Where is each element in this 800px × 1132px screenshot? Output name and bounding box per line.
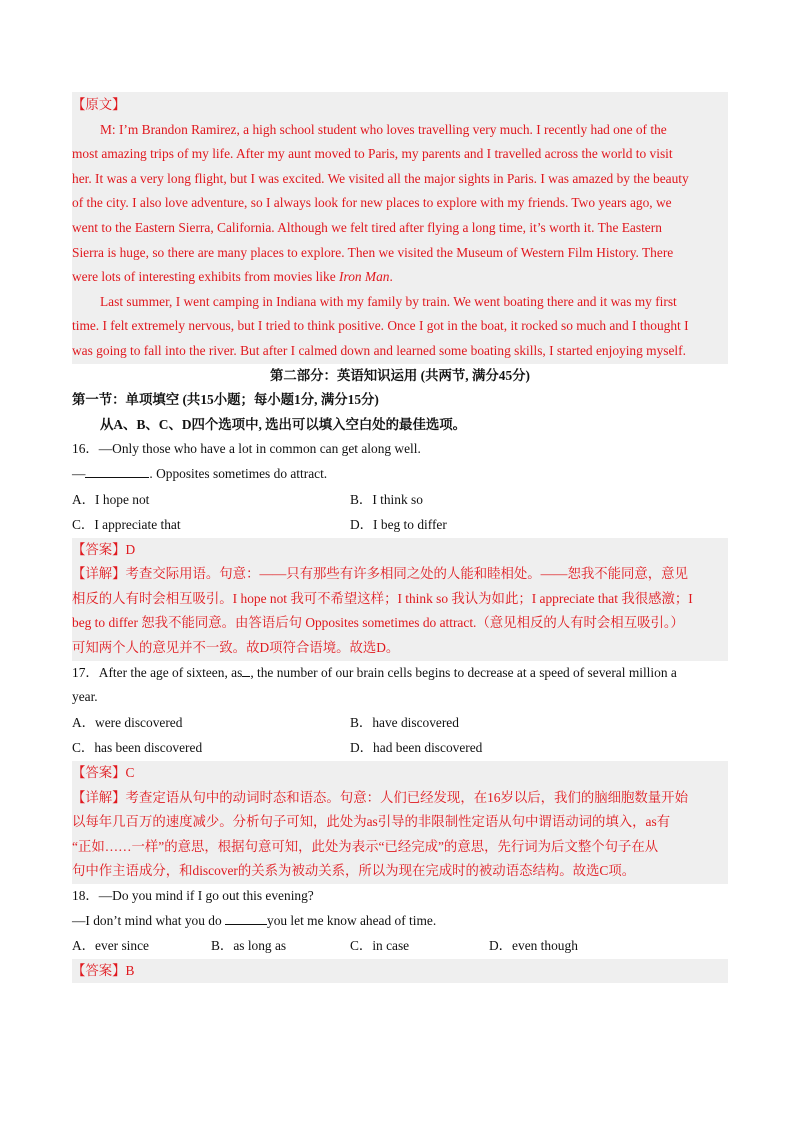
- q18-option-c: C．in case: [350, 938, 410, 954]
- q16-explain-line: 【详解】考查交际用语。句意：——只有那些有许多相同之处的人能和睦相处。——恕我不能同意，意见: [72, 566, 688, 582]
- q16-option-b: B．I think so: [350, 491, 423, 507]
- q18-answer-block: [72, 959, 728, 984]
- q17-options-row: [72, 710, 728, 736]
- passage-block: [72, 92, 728, 364]
- passage-line: most amazing trips of my life. After my aunt moved to Paris, my parents and I travelled across the world to visit: [72, 146, 673, 162]
- q17-explain-line: “正如……一样”的意思，根据句意可知，此处为表示“已经完成”的意思，先行词为后文整个句子在从: [72, 838, 659, 854]
- passage-line: Last summer, I went camping in Indiana with my family by train. We went boating there and it was my first: [100, 293, 677, 309]
- q17-option-a: A．were discovered: [72, 714, 183, 730]
- instruction-text: 从A、B、C、D四个选项中, 选出可以填入空白处的最佳选项。: [100, 416, 467, 432]
- q16-explain-line: beg to differ 恕我不能同意。由答语后句 Opposites sometimes do attract.（意见相反的人有时会相互吸引。）: [72, 615, 684, 631]
- passage-line: [72, 265, 728, 290]
- q17-stem-2: year.: [72, 689, 98, 705]
- q17-explain-line: 句中作主语成分，和discover的关系为被动关系，所以为现在完成时的被动语态结构。故选C项。: [72, 863, 636, 879]
- q17-option-b: B．have discovered: [350, 714, 459, 730]
- passage-line: of the city. I also love adventure, so I always look for new places to explore with my friends. Two years ago, we: [72, 195, 672, 211]
- q17-options-row: [72, 735, 728, 761]
- q18-answer: 【答案】B: [72, 962, 135, 978]
- passage-line: Sierra is huge, so there are many places to explore. Then we visited the Museum of Western Film History. There: [72, 244, 674, 260]
- q18-option-a: A．ever since: [72, 938, 149, 954]
- passage-text: were lots of interesting exhibits from movies like: [72, 269, 340, 285]
- document-page: [72, 92, 728, 983]
- q17-answer-block: [72, 761, 728, 884]
- q16-stem: 16．—Only those who have a lot in common can get along well.: [72, 441, 421, 457]
- q16-stem-2: [72, 462, 728, 487]
- q18-stem: 18．—Do you mind if I go out this evening?: [72, 888, 314, 903]
- q18-option-d: D．even though: [489, 938, 578, 954]
- q17-answer: 【答案】C: [72, 765, 135, 781]
- q16-option-c: C．I appreciate that: [72, 517, 181, 533]
- q16-text: . Opposites sometimes do attract.: [149, 465, 328, 481]
- q16-explain-line: 相反的人有时会相互吸引。I hope not 我可不希望这样；I think so 我认为如此；I appreciate that 我很感激；I: [72, 590, 693, 606]
- q17-stem: [72, 661, 728, 686]
- q16-answer: 【答案】D: [72, 541, 136, 557]
- passage-line: time. I felt extremely nervous, but I tried to think positive. Once I got in the boat, it rocked so much and I thought I: [72, 318, 689, 334]
- q17-explain-line: 【详解】考查定语从句中的动词时态和语态。句意：人们已经发现，在16岁以后，我们的脑细胞数量开始: [72, 789, 688, 805]
- passage-text: .: [389, 269, 393, 285]
- q18-options-row: [72, 933, 728, 959]
- q18-option-b: B．as long as: [211, 938, 287, 954]
- part2-title: 第二部分：英语知识运用 (共两节, 满分45分): [270, 367, 530, 383]
- q16-answer-block: [72, 538, 728, 661]
- passage-line: was going to fall into the river. But after I calmed down and learned some boating skills, I started enjoying myself.: [72, 342, 686, 358]
- q16-options-row: [72, 512, 728, 538]
- q17-text: , the number of our brain cells begins to decrease at a speed of several million a: [250, 664, 677, 680]
- answer-blank: [225, 910, 267, 925]
- q17-text: 17．After the age of sixteen, as: [72, 664, 243, 680]
- passage-line: her. It was a very long flight, but I was excited. We visited all the major sights in Paris. I was amazed by the beauty: [72, 170, 689, 186]
- answer-blank: [85, 463, 149, 478]
- q18-stem-2: [72, 909, 728, 934]
- movie-title: Iron Man: [339, 269, 390, 285]
- passage-line: M: I’m Brandon Ramirez, a high school student who loves travelling very much. I recently had one of the: [100, 121, 667, 137]
- q18-text: —I don’t mind what you do: [72, 912, 225, 928]
- q17-option-d: D．had been discovered: [350, 740, 483, 756]
- q16-dash: —: [72, 465, 86, 481]
- q16-option-a: A．I hope not: [72, 491, 150, 507]
- section1-title: 第一节：单项填空 (共15小题；每小题1分, 满分15分): [72, 392, 379, 408]
- q18-text: you let me know ahead of time.: [267, 912, 437, 928]
- q17-explain-line: 以每年几百万的速度减少。分析句子可知，此处为as引导的非限制性定语从句中谓语动词的填入，as有: [72, 814, 671, 830]
- q16-explain-line: 可知两个人的意见并不一致。故D项符合语境。故选D。: [72, 640, 400, 656]
- q16-options-row: [72, 487, 728, 513]
- q17-option-c: C．has been discovered: [72, 740, 203, 756]
- q16-option-d: D．I beg to differ: [350, 517, 447, 533]
- passage-tag: 【原文】: [72, 97, 126, 112]
- passage-line: went to the Eastern Sierra, California. Although we felt tired after flying a long time, it’s worth it. The Eastern: [72, 219, 662, 235]
